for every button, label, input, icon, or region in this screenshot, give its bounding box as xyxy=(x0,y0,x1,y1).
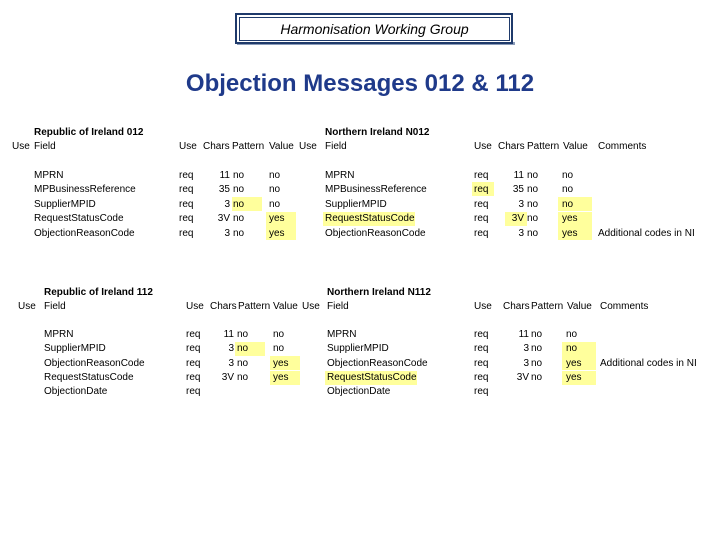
ni112-chars: 3V xyxy=(516,372,529,383)
roi112-col-field: Field xyxy=(44,301,66,312)
roi012-use: req xyxy=(179,213,194,224)
ni112-value: yes xyxy=(566,372,582,383)
ni112-pattern: no xyxy=(531,329,543,340)
roi012-value: yes xyxy=(269,213,285,224)
roi012-pattern: no xyxy=(233,213,245,224)
roi112-value: no xyxy=(273,329,285,340)
ni112-field: RequestStatusCode xyxy=(327,372,417,383)
roi012-use: req xyxy=(179,170,194,181)
ni112-use: req xyxy=(474,329,489,340)
ni112-col-pattern: Pattern xyxy=(531,301,564,312)
page-title: Objection Messages 012 & 112 xyxy=(185,70,535,97)
ni012-comment: Additional codes in NI xyxy=(598,228,695,239)
roi012-title: Republic of Ireland 012 xyxy=(34,127,144,138)
working-group-label: Harmonisation Working Group xyxy=(239,17,510,41)
ni112-field: SupplierMPID xyxy=(327,343,389,354)
roi012-pattern: no xyxy=(233,228,245,239)
roi012-value: no xyxy=(269,199,281,210)
roi012-field: SupplierMPID xyxy=(34,199,96,210)
ni012-chars: 3 xyxy=(518,199,524,210)
roi112-field: ObjectionReasonCode xyxy=(44,358,145,369)
roi112-field: SupplierMPID xyxy=(44,343,106,354)
roi112-field: MPRN xyxy=(44,329,74,340)
roi012-chars: 3 xyxy=(224,228,230,239)
ni012-field: RequestStatusCode xyxy=(325,213,415,224)
ni112-value: no xyxy=(566,343,578,354)
roi012-col-chars: Chars xyxy=(203,141,230,152)
ni012-col-use: Use xyxy=(474,141,492,152)
ni112-field: ObjectionDate xyxy=(327,386,391,397)
ni112-field: MPRN xyxy=(327,329,357,340)
ni012-chars: 3V xyxy=(511,213,524,224)
roi012-col-field: Field xyxy=(34,141,56,152)
roi012-field: MPRN xyxy=(34,170,64,181)
ni112-chars: 11 xyxy=(518,329,529,340)
roi112-value: no xyxy=(273,343,285,354)
ni112-value: no xyxy=(566,329,578,340)
ni012-value: no xyxy=(562,184,574,195)
roi012-value: yes xyxy=(269,228,285,239)
roi112-chars: 11 xyxy=(223,329,234,340)
roi012-use: req xyxy=(179,199,194,210)
roi112-chars: 3V xyxy=(221,372,234,383)
roi012-field: RequestStatusCode xyxy=(34,213,124,224)
roi112-use: req xyxy=(186,329,201,340)
ni012-field: ObjectionReasonCode xyxy=(325,228,426,239)
ni112-chars: 3 xyxy=(523,358,529,369)
roi112-pattern: no xyxy=(237,372,249,383)
roi112-chars: 3 xyxy=(228,343,234,354)
roi112-chars: 3 xyxy=(228,358,234,369)
ni112-pattern: no xyxy=(531,372,543,383)
roi012-use: req xyxy=(179,228,194,239)
ni012-col-chars: Chars xyxy=(498,141,525,152)
ni012-pattern: no xyxy=(527,228,539,239)
ni012-use: req xyxy=(474,199,489,210)
ni112-value: yes xyxy=(566,358,582,369)
ni012-use: req xyxy=(474,228,489,239)
ni012-col-field: Field xyxy=(325,141,347,152)
ni012-use: req xyxy=(474,213,489,224)
roi012-col-pattern: Pattern xyxy=(232,141,265,152)
roi012-pattern: no xyxy=(233,170,245,181)
ni012-pattern: no xyxy=(527,199,539,210)
roi112-title: Republic of Ireland 112 xyxy=(44,287,153,298)
roi112-use: req xyxy=(186,386,201,397)
ni012-value: yes xyxy=(562,213,578,224)
ni112-col-use-left: Use xyxy=(302,301,320,312)
ni112-use: req xyxy=(474,372,489,383)
ni112-col-chars: Chars xyxy=(503,301,530,312)
roi012-chars: 3V xyxy=(217,213,230,224)
ni012-pattern: no xyxy=(527,213,539,224)
ni112-use: req xyxy=(474,343,489,354)
ni012-title: Northern Ireland N012 xyxy=(325,127,430,138)
ni112-col-comments: Comments xyxy=(600,301,649,312)
roi112-col-use: Use xyxy=(186,301,204,312)
ni012-chars: 11 xyxy=(513,170,524,181)
roi112-pattern: no xyxy=(237,358,249,369)
roi112-use: req xyxy=(186,343,201,354)
roi112-use: req xyxy=(186,372,201,383)
ni012-chars: 35 xyxy=(512,184,524,195)
roi012-value: no xyxy=(269,184,281,195)
ni112-pattern: no xyxy=(531,358,543,369)
ni012-col-value: Value xyxy=(563,141,588,152)
ni012-pattern: no xyxy=(527,184,539,195)
roi012-col-value: Value xyxy=(269,141,294,152)
ni012-col-comments: Comments xyxy=(598,141,647,152)
ni012-value: yes xyxy=(562,228,578,239)
working-group-banner xyxy=(235,13,513,44)
roi112-col-use-left: Use xyxy=(18,301,36,312)
roi012-use: req xyxy=(179,184,194,195)
roi112-col-pattern: Pattern xyxy=(238,301,271,312)
ni012-field: MPRN xyxy=(325,170,355,181)
roi112-value: yes xyxy=(273,372,289,383)
roi012-chars: 11 xyxy=(219,170,230,181)
ni112-chars: 3 xyxy=(523,343,529,354)
ni112-col-value: Value xyxy=(567,301,592,312)
ni112-col-field: Field xyxy=(327,301,349,312)
ni012-col-pattern: Pattern xyxy=(527,141,560,152)
ni012-use: req xyxy=(474,184,489,195)
ni012-field: SupplierMPID xyxy=(325,199,387,210)
roi012-pattern: no xyxy=(233,184,245,195)
ni112-use: req xyxy=(474,386,489,397)
roi012-chars: 3 xyxy=(224,199,230,210)
roi112-col-value: Value xyxy=(273,301,298,312)
ni012-value: no xyxy=(562,170,574,181)
ni112-comment: Additional codes in NI xyxy=(600,358,697,369)
ni112-pattern: no xyxy=(531,343,543,354)
roi012-field: MPBusinessReference xyxy=(34,184,136,195)
roi012-pattern: no xyxy=(233,199,245,210)
ni112-title: Northern Ireland N112 xyxy=(327,287,431,298)
ni012-use: req xyxy=(474,170,489,181)
roi112-field: RequestStatusCode xyxy=(44,372,134,383)
roi112-col-chars: Chars xyxy=(210,301,237,312)
roi112-use: req xyxy=(186,358,201,369)
ni012-col-use-left: Use xyxy=(299,141,317,152)
roi112-pattern: no xyxy=(237,343,249,354)
roi112-value: yes xyxy=(273,358,289,369)
roi012-chars: 35 xyxy=(218,184,230,195)
ni012-value: no xyxy=(562,199,574,210)
ni012-pattern: no xyxy=(527,170,539,181)
ni112-col-use: Use xyxy=(474,301,492,312)
roi112-pattern: no xyxy=(237,329,249,340)
roi012-value: no xyxy=(269,170,281,181)
roi012-col-use: Use xyxy=(179,141,197,152)
roi012-field: ObjectionReasonCode xyxy=(34,228,135,239)
ni112-use: req xyxy=(474,358,489,369)
roi012-col-use-left: Use xyxy=(12,141,30,152)
ni112-field: ObjectionReasonCode xyxy=(327,358,428,369)
ni012-chars: 3 xyxy=(518,228,524,239)
ni012-field: MPBusinessReference xyxy=(325,184,427,195)
roi112-field: ObjectionDate xyxy=(44,386,108,397)
